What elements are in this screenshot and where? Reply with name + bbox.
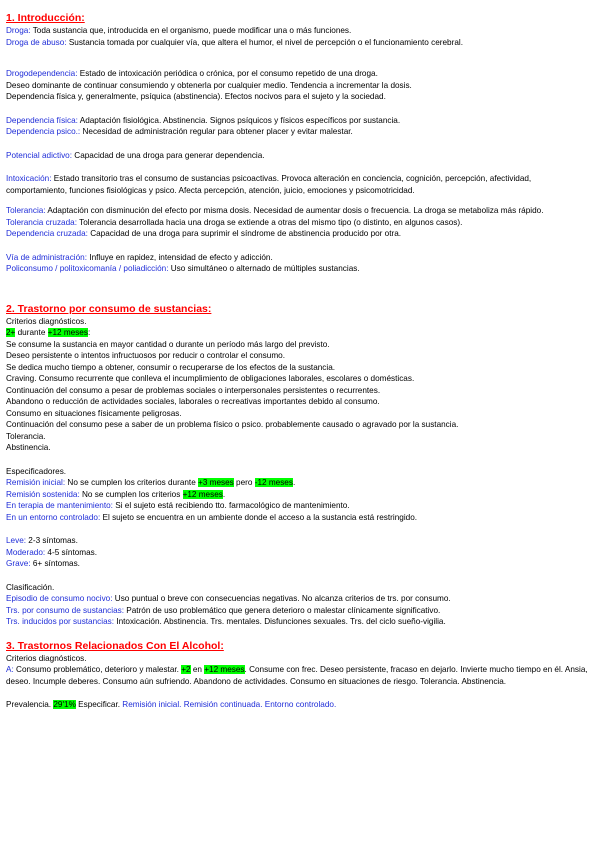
criterion-item: Abandono o reducción de actividades sociales, laborales o recreativas importantes debido al consumo. <box>6 397 380 406</box>
highlight: +12 meses <box>204 665 245 674</box>
def-via-administracion <box>6 252 594 264</box>
prevalencia-line <box>6 699 594 711</box>
spec-entorno-controlado-alcohol: Entorno controlado <box>264 700 334 709</box>
text: Especificar. <box>75 700 123 709</box>
text: Uso puntual o breve con consecuencias negativas. No alcanza criterios de trs. por consumo. <box>112 594 451 603</box>
document-page <box>6 12 594 711</box>
def-text: Necesidad de administración regular para obtener placer y evitar malestar. <box>80 127 353 136</box>
text: pero <box>233 478 255 487</box>
term-remision-sostenida: Remisión sostenida: <box>6 489 80 499</box>
text: . <box>292 478 296 487</box>
text: durante <box>15 328 48 337</box>
severity-leve <box>6 535 594 547</box>
def-text: Adaptación fisiológica. Abstinencia. Signos psíquicos y físicos específicos por sustancia. <box>77 115 401 125</box>
def-intoxicacion <box>6 173 594 196</box>
criterion-item: Se dedica mucho tiempo a obtener, consumir o recuperarse de los efectos de la sustancia. <box>6 362 336 372</box>
def-droga-abuso <box>6 37 594 49</box>
def-text: Capacidad de una droga para generar dependencia. <box>72 150 265 160</box>
def-text: Sustancia tomada por cualquier vía, que altera el humor, el nivel de percepción o el funcionamiento cerebral. <box>66 37 463 47</box>
criterion-item: Continuación del consumo a pesar de problemas sociales o interpersonales persistentes o recurrentes. <box>6 385 381 395</box>
clas-trs-inducidos <box>6 616 594 628</box>
text: . <box>260 700 265 709</box>
def-policonsumo <box>6 263 594 275</box>
def-text: Estado de intoxicación periódica o crónica, por el consumo repetido de una droga. <box>77 69 378 78</box>
text: El sujeto se encuentra en un ambiente donde el acceso a la sustancia está restringido. <box>100 512 418 522</box>
spec-terapia-mantenimiento <box>6 500 594 512</box>
term-trs-consumo: Trs. por consumo de sustancias: <box>6 605 125 615</box>
term-trs-inducidos: Trs. inducidos por sustancias: <box>6 617 115 626</box>
spec-remision-continuada: Remisión continuada <box>183 700 261 709</box>
text: . Consume con frec. Deseo persistente, fracaso en dejarlo. Invierte mucho tiempo en él. Ansia, deseo. Incumple deberes. Consumo aún sufriendo. Abandono de actividades. Consumo en situaciones de riesgo. Tolerancia. Abstinencia. <box>6 665 588 686</box>
def-tolerancia-cruzada <box>6 217 594 229</box>
spec-remision-sostenida <box>6 489 594 501</box>
text: No se cumplen los criterios durante <box>65 478 199 487</box>
term-dependencia-psico: Dependencia psico.: <box>6 127 81 136</box>
text: . <box>333 700 337 709</box>
term-episodio-nocivo: Episodio de consumo nocivo: <box>6 594 113 603</box>
highlight: +12 meses <box>182 489 223 499</box>
spec-entorno-controlado <box>6 512 594 524</box>
term-terapia-mantenimiento: En terapia de mantenimiento: <box>6 501 113 510</box>
term-via-administracion: Vía de administración: <box>6 252 88 262</box>
criterion-item: Deseo persistente o intentos infructuosos por reducir o controlar el consumo. <box>6 351 285 360</box>
text: Intoxicación. Abstinencia. Trs. mentales. Disfunciones sexuales. Trs. del ciclo sueño-vigilia. <box>114 617 446 626</box>
def-text: Capacidad de una droga para suprimir el síndrome de abstinencia producido por otra. <box>87 229 402 238</box>
section-3-title: 3. Trastornos Relacionados Con El Alcohol: <box>6 639 224 652</box>
def-text: Tolerancia desarrollada hacia una droga se extiende a otras del mismo tipo (o distinto, en algunos casos). <box>77 217 463 227</box>
term-entorno-controlado: En un entorno controlado: <box>6 512 101 522</box>
term-grave: Grave: <box>6 559 31 568</box>
criterion-item: Continuación del consumo pese a saber de un problema físico o psico. probablemente causado o agravado por la sustancia. <box>6 420 459 429</box>
term-tolerancia-cruzada: Tolerancia cruzada: <box>6 217 77 227</box>
criterios-heading-alcohol: Criterios diagnósticos. <box>6 653 87 663</box>
def-potencial-adictivo <box>6 150 594 162</box>
term-leve: Leve: <box>6 536 27 545</box>
drogodependencia-line-3: Dependencia física y, generalmente, psíquica (abstinencia). Efectos nocivos para el sujeto y la sociedad. <box>6 92 386 101</box>
text: en <box>190 665 205 674</box>
def-dependencia-cruzada <box>6 228 594 240</box>
clas-trs-consumo <box>6 605 594 617</box>
def-text: Influye en rapidez, intensidad de efecto y adicción. <box>87 252 273 262</box>
section-1-title: 1. Introducción: <box>6 12 85 24</box>
term-dependencia-fisica: Dependencia física: <box>6 115 78 125</box>
text: Patrón de uso problemático que genera deterioro o malestar clínicamente significativo. <box>124 605 441 615</box>
def-text: Estado transitorio tras el consumo de sustancias psicoactivas. Provoca alteración en conciencia, cognición, percepción, afectividad, comportamiento, funciones fisiológicas y psico. Afecta percepción, atención, juicio, emociones y psicomotricidad. <box>6 174 532 195</box>
highlight: -12 meses <box>254 478 293 487</box>
section-2-title: 2. Trastorno por consumo de sustancias: <box>6 302 212 315</box>
highlight-count: 2+ <box>6 328 16 337</box>
def-dependencia-psico <box>6 126 594 138</box>
text: Consumo problemático, deterioro y malestar. <box>13 665 182 674</box>
term-droga: Droga: <box>6 26 31 35</box>
def-tolerancia <box>6 205 594 217</box>
criterios-heading: Criterios diagnósticos. <box>6 316 87 326</box>
especificadores-heading: Especificadores. <box>6 466 67 476</box>
def-text: Uso simultáneo o alternado de múltiples sustancias. <box>168 264 360 273</box>
criterios-requirement <box>6 327 594 339</box>
prevalencia-value: 29'1% <box>53 700 76 709</box>
text: No se cumplen los criterios <box>79 489 183 499</box>
clasificacion-heading: Clasificación. <box>6 582 55 592</box>
text: : <box>87 328 91 337</box>
def-dependencia-fisica <box>6 115 594 127</box>
text: 6+ síntomas. <box>30 559 80 568</box>
criterion-item: Craving. Consumo recurrente que conlleva el incumplimiento de obligaciones laborales, escolares o domésticas. <box>6 374 415 383</box>
text: . <box>179 700 184 709</box>
def-text: Adaptación con disminución del efecto por misma dosis. Necesidad de aumentar dosis o frecuencia. La droga se metaboliza más rápido. <box>45 206 544 215</box>
spec-remision-inicial <box>6 477 594 489</box>
criterion-a <box>6 664 594 687</box>
spec-remision-inicial-alcohol: Remisión inicial <box>122 700 180 709</box>
criterion-item: Tolerancia. <box>6 431 46 441</box>
text: 2-3 síntomas. <box>26 536 78 545</box>
severity-moderado <box>6 547 594 559</box>
severity-grave <box>6 558 594 570</box>
criterion-item: Abstinencia. <box>6 443 51 452</box>
text: 4-5 síntomas. <box>45 547 98 557</box>
highlight-duration: +12 meses <box>47 328 88 337</box>
text: . <box>222 489 226 499</box>
term-droga-abuso: Droga de abuso: <box>6 37 67 47</box>
term-remision-inicial: Remisión inicial: <box>6 478 66 487</box>
text: Si el sujeto está recibiendo tto. farmacológico de mantenimiento. <box>112 501 350 510</box>
term-dependencia-cruzada: Dependencia cruzada: <box>6 229 88 238</box>
term-drogodependencia: Drogodependencia: <box>6 69 78 78</box>
term-tolerancia: Tolerancia: <box>6 206 46 215</box>
def-droga <box>6 25 594 37</box>
term-intoxicacion: Intoxicación: <box>6 174 52 183</box>
highlight: +3 meses <box>198 478 234 487</box>
drogodependencia-line-2: Deseo dominante de continuar consumiendo y obtenerla por cualquier medio. Tendencia a incrementar la dosis. <box>6 80 412 90</box>
term-a: A: <box>6 665 14 674</box>
term-policonsumo: Policonsumo / politoxicomanía / poliadicción: <box>6 264 169 273</box>
prevalencia-label: Prevalencia. <box>6 700 54 709</box>
term-moderado: Moderado: <box>6 547 46 557</box>
def-drogodependencia <box>6 68 594 80</box>
clas-episodio-nocivo <box>6 593 594 605</box>
criterion-item: Consumo en situaciones físicamente peligrosas. <box>6 408 182 418</box>
term-potencial-adictivo: Potencial adictivo: <box>6 150 72 160</box>
criterion-item: Se consume la sustancia en mayor cantidad o durante un período más largo del previsto. <box>6 339 330 349</box>
highlight: +2 <box>181 665 191 674</box>
def-text: Toda sustancia que, introducida en el organismo, puede modificar una o más funciones. <box>30 26 352 35</box>
